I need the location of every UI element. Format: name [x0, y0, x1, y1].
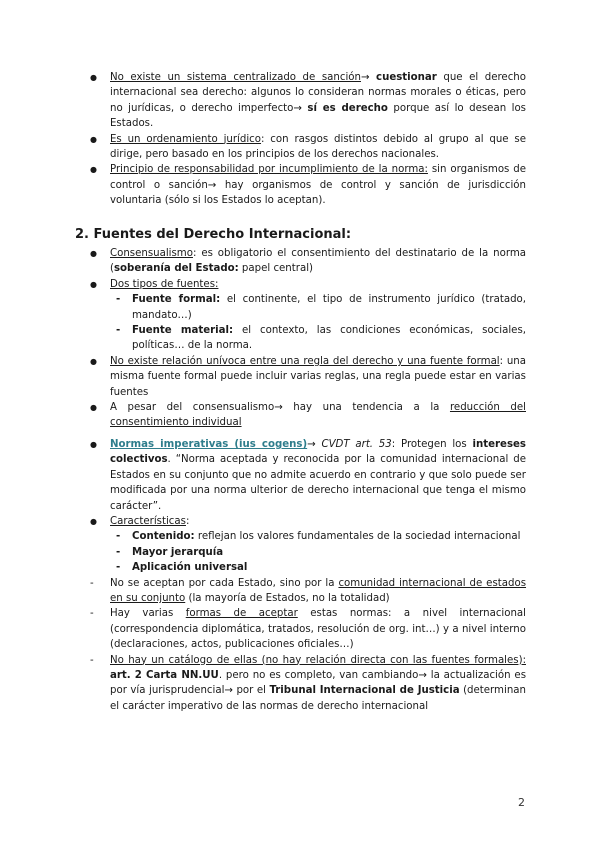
list-item: [88, 400, 526, 431]
dash-marker: -: [116, 546, 121, 558]
list-item-text: (la mayoría de Estados, no la totalidad): [185, 592, 390, 604]
list-item-text: porque así lo desean los Estados.: [110, 102, 526, 130]
dash-marker: -: [116, 325, 121, 337]
list-item-text: :: [185, 515, 190, 527]
list-item: [88, 162, 526, 208]
list-item-text: reflejan los valores fundamentales de la sociedad internacional: [194, 531, 521, 543]
list-item-text: Tribunal Internacional de Justicia: [269, 685, 460, 697]
sub-list-item: [114, 560, 526, 575]
dash-marker: -: [116, 294, 121, 306]
bullet-icon: ●: [90, 73, 97, 82]
list-item-text: sí es derecho: [307, 102, 388, 114]
dash-marker: -: [116, 531, 121, 543]
list-item-text: . pero no es completo, van cambiando→ la actualización es por vía jurisprudencial→ por el: [110, 669, 526, 697]
section-heading: 2. Fuentes del Derecho Internacional:: [75, 227, 352, 242]
list-item-text: intereses colectivos: [110, 438, 526, 466]
list-item-text: : una misma fuente formal puede incluir varias reglas, una regla puede estar en varias fuentes: [110, 355, 527, 398]
list-item-text: (determinan el carácter imperativo de las normas de derecho internacional: [110, 685, 526, 712]
sub-list-item: [114, 545, 526, 560]
list-item-text: Mayor jerarquía: [132, 546, 224, 558]
sub-list-item: [114, 323, 526, 354]
list-item-text: →: [360, 72, 377, 83]
list-item-text: formas de aceptar: [185, 608, 298, 620]
list-item: [88, 576, 526, 607]
dash-marker: -: [90, 577, 94, 589]
list-item: [88, 132, 526, 163]
list-item: [88, 246, 526, 277]
list-item-text: Fuente formal:: [132, 294, 221, 306]
list-item-text: : es obligatorio el consentimiento del destinatario de la norma (: [110, 248, 526, 275]
list-item-text: art. 2 Carta NN.UU: [110, 669, 219, 681]
bullet-icon: ●: [90, 249, 97, 258]
list-item-text: sin organismos de control o sanción→ hay organismos de control y sanción de jurisdicción voluntaria (sólo si los Estados lo aceptan).: [110, 164, 527, 207]
list-item-text: : con rasgos distintos debido al grupo al que se dirige, pero basado en los principios de los derechos nacionales.: [110, 133, 526, 161]
list-item-text: : Protegen los: [391, 438, 473, 450]
list-item-text: Fuente material:: [132, 325, 234, 337]
list-item-text: Es un ordenamiento jurídico: [110, 133, 262, 145]
section-body: [75, 246, 526, 576]
list-item: [88, 514, 526, 529]
list-item-text: comunidad internacional de estados en su conjunto: [110, 577, 527, 604]
list-item-text: No hay un catálogo de ellas (no hay relación directa con las fuentes formales):: [110, 654, 526, 666]
list-item: [88, 653, 526, 715]
list-item-text: No se aceptan por cada Estado, sino por la: [110, 577, 339, 589]
list-item-text: No existe relación unívoca entre una regla del derecho y una fuente formal: [110, 355, 500, 367]
dash-marker: -: [90, 654, 94, 666]
list-item-text: Características: [110, 515, 186, 527]
list-item-text: CVDT art. 53: [321, 438, 392, 450]
dash-marker: -: [116, 562, 121, 574]
list-item-text: el contexto, las condiciones económicas, sociales, políticas… de la norma.: [132, 325, 526, 352]
list-item-text: que el derecho internacional sea derecho: algunos lo consideran normas morales o éticas, pero no jurídicas, o derecho imperfecto→: [110, 72, 526, 114]
list-item: [88, 354, 526, 400]
bullet-icon: ●: [90, 279, 97, 289]
list-item-text: soberanía del Estado:: [113, 263, 239, 275]
bullet-icon: ●: [90, 356, 97, 366]
list-item-text: Consensualismo: [110, 248, 193, 259]
section-fuentes: [75, 226, 526, 714]
list-item-text: Principio de responsabilidad por incumplimiento de la norma:: [110, 164, 428, 176]
list-item: [88, 606, 526, 652]
list-item-text: Contenido:: [132, 531, 195, 543]
dash-list: [75, 576, 526, 715]
list-item: [88, 437, 526, 514]
list-item-text: estas normas: a nivel internacional (correspondencia diplomática, tratados, resolución de org. int…) y a nivel interno (declaraciones, actos, publicaciones oficiales…): [110, 608, 527, 651]
list-item-text: Dos tipos de fuentes:: [110, 278, 219, 290]
bullet-icon: ●: [90, 165, 97, 175]
bullet-icon: ●: [90, 134, 97, 144]
dash-marker: -: [90, 608, 94, 620]
sub-list-item: [114, 529, 526, 544]
top-bullet-list: [88, 70, 526, 209]
page-number: 2: [518, 796, 525, 809]
list-item-text: Hay varias: [110, 608, 186, 620]
list-item-text: el continente, el tipo de instrumento jurídico (tratado, mandato…): [132, 294, 527, 321]
list-item-text: →: [307, 438, 322, 450]
bullet-icon: ●: [90, 516, 97, 526]
bullet-icon: ●: [90, 439, 97, 449]
list-item-text: No existe un sistema centralizado de sanción: [110, 72, 361, 83]
list-item-text: cuestionar: [376, 72, 437, 83]
ius-cogens-link[interactable]: Normas imperativas (ius cogens): [110, 438, 308, 450]
list-item-text: reducción del consentimiento individual: [110, 402, 526, 429]
list-item-text: A pesar del consensualismo→ hay una tendencia a la: [110, 402, 450, 414]
list-item-text: . “Norma aceptada y reconocida por la comunidad internacional de Estados en su conjunto que no admite acuerdo en contrario y que solo puede ser modificada por una norma ulterior de derecho internacional que tenga el mismo carácter”.: [110, 454, 526, 512]
list-item: [88, 70, 526, 132]
bullet-icon: ●: [90, 403, 97, 413]
sub-list-item: [114, 292, 526, 323]
list-item-text: papel central): [238, 263, 313, 275]
list-item: [88, 277, 526, 292]
list-item-text: Aplicación universal: [132, 562, 248, 574]
